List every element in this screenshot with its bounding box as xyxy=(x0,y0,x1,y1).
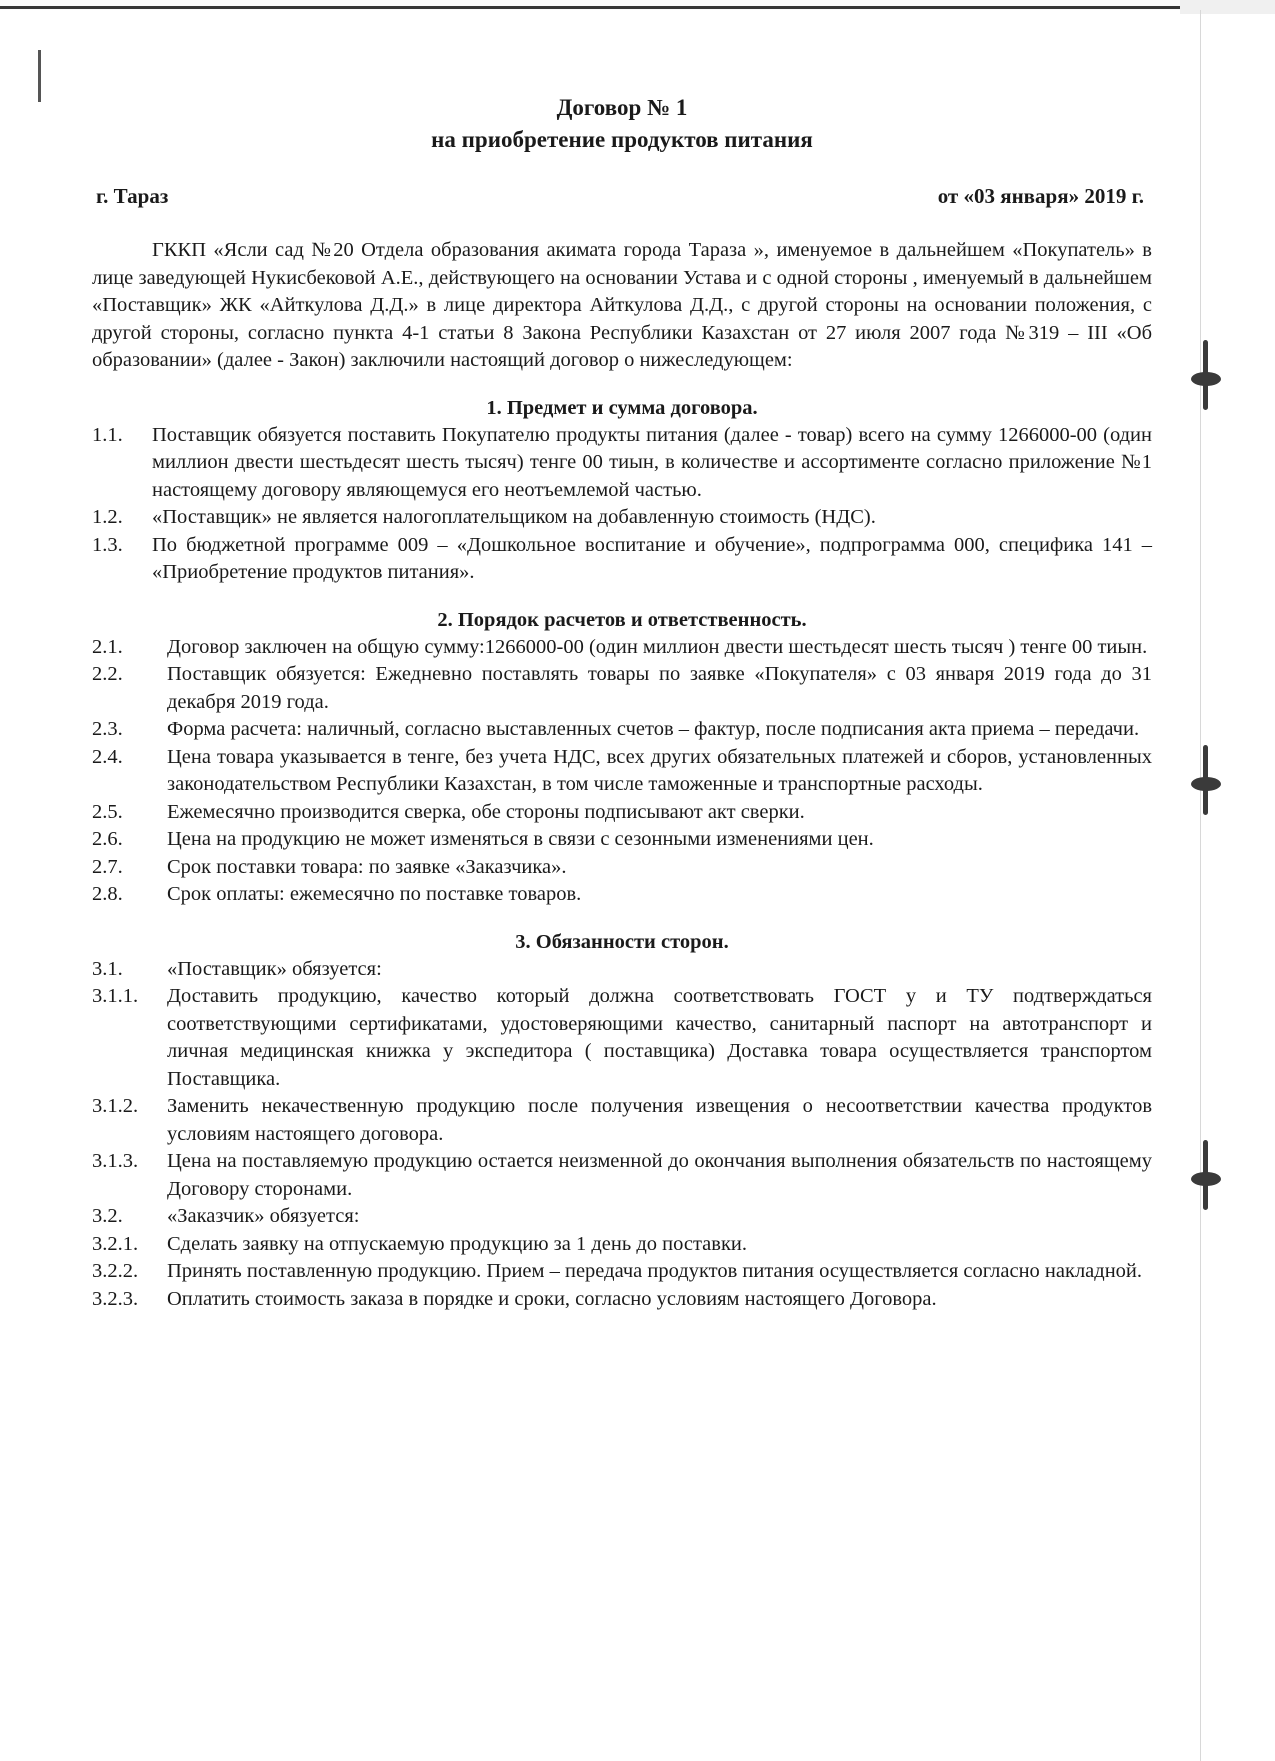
clause-number: 2.5. xyxy=(92,800,123,823)
clause-number: 3.1.3. xyxy=(92,1150,139,1172)
clause-text: Цена на поставляемую продукцию остается неизменной до окончания выполнения обязательств по настоящему Договору сторонами. xyxy=(167,1150,1152,1200)
clause xyxy=(92,1148,1152,1203)
clause xyxy=(92,983,1152,1093)
clause-text: «Поставщик» не является налогоплательщиком на добавленную стоимость (НДС). xyxy=(152,506,876,528)
clause-text: Доставить продукцию, качество который должна соответствовать ГОСТ у и ТУ подтверждаться соответствующими сертификатами, удостоверяющими качество, санитарный паспорт на автотранспорт и личная медицинская книжка у экспедитора ( поставщика) Доставка товара осуществляется транспортом Поставщика. xyxy=(167,985,1152,1090)
clause-number: 3.2.3. xyxy=(92,1287,139,1310)
scan-margin-mark xyxy=(38,50,41,102)
contract-subtitle: на приобретение продуктов питания xyxy=(431,127,813,152)
preamble: ГККП «Ясли сад №20 Отдела образования акимата города Тараза », именуемое в дальнейшем «Покупатель» в лице заведующей Нукисбековой А.Е., действующего на основании Устава и с одной стороны , именуемый в дальнейшем «Поставщик» ЖК «Айткулова Д.Д.» в лице директора Айткулова Д.Д., с другой стороны на основании положения, с другой стороны, согласно пункта 4-1 статьи 8 Закона Республики Казахстан от 27 июля 2007 года №319 – III «Об образовании» (далее - Закон) заключили настоящий договор о нижеследующем: xyxy=(92,239,1152,371)
clause-number: 2.8. xyxy=(92,883,123,905)
clause-number: 2.4. xyxy=(92,745,123,768)
clause-number: 1.2. xyxy=(92,506,123,528)
clause-text: Ежемесячно производится сверка, обе стороны подписывают акт сверки. xyxy=(167,800,805,823)
clause-text: «Заказчик» обязуется: xyxy=(167,1205,360,1227)
section-heading: 3. Обязанности сторон. xyxy=(515,930,729,953)
section-3 xyxy=(92,931,1152,1314)
section-heading: 2. Порядок расчетов и ответственность. xyxy=(437,608,807,631)
clause-number: 1.3. xyxy=(92,533,123,556)
clause-text: Цена на продукцию не может изменяться в связи с сезонными изменениями цен. xyxy=(167,828,874,850)
clause-number: 2.3. xyxy=(92,718,123,740)
place-date-line xyxy=(92,184,1152,209)
clause-number: 3.2. xyxy=(92,1205,123,1227)
clause xyxy=(92,716,1152,744)
clause-number: 2.6. xyxy=(92,828,123,850)
clause-text: Форма расчета: наличный, согласно выставленных счетов – фактур, после подписания акта приема – передачи. xyxy=(167,718,1140,740)
clause-text: Заменить некачественную продукцию после получения извещения о несоответствии качества продуктов условиям настоящего договора. xyxy=(167,1095,1152,1145)
clause-text: Оплатить стоимость заказа в порядке и сроки, согласно условиям настоящего Договора. xyxy=(167,1287,937,1310)
clause-text: Цена товара указывается в тенге, без учета НДС, всех других обязательных платежей и сборов, установленных законодательством Республики Казахстан, в том числе таможенные и транспортные расходы. xyxy=(167,745,1152,795)
clause xyxy=(92,799,1152,827)
clause xyxy=(92,1093,1152,1148)
clause xyxy=(92,422,1152,505)
binding-mark xyxy=(1185,340,1225,410)
clause xyxy=(92,661,1152,716)
section-1 xyxy=(92,397,1152,587)
scan-top-edge xyxy=(0,6,1200,9)
clause xyxy=(92,1231,1152,1259)
contract-page xyxy=(92,92,1152,1313)
scan-right-edge xyxy=(1200,10,1201,1761)
clause-text: Принять поставленную продукцию. Прием – передача продуктов питания осуществляется согласно накладной. xyxy=(167,1260,1143,1282)
clause-number: 3.1. xyxy=(92,957,123,980)
clause-text: Срок поставки товара: по заявке «Заказчика». xyxy=(167,855,567,878)
contract-date: от «03 января» 2019 г. xyxy=(937,184,1144,208)
clause-number: 1.1. xyxy=(92,423,123,446)
clause xyxy=(92,956,1152,984)
clause xyxy=(92,634,1152,662)
clause xyxy=(92,826,1152,854)
clause xyxy=(92,854,1152,882)
clause xyxy=(92,1203,1152,1231)
clause-text: Договор заключен на общую сумму:1266000-00 (один миллион двести шестьдесят шесть тысяч ) тенге 00 тиын. xyxy=(167,635,1148,658)
binding-mark xyxy=(1185,1140,1225,1210)
clause-text: Срок оплаты: ежемесячно по поставке товаров. xyxy=(167,883,582,905)
binding-mark xyxy=(1185,745,1225,815)
sections xyxy=(92,397,1152,1314)
clause xyxy=(92,1258,1152,1286)
clause xyxy=(92,881,1152,909)
clause xyxy=(92,504,1152,532)
clause-number: 3.1.2. xyxy=(92,1095,139,1117)
clause-number: 2.7. xyxy=(92,855,123,878)
clause-number: 2.2. xyxy=(92,663,123,685)
contract-title: Договор № 1 xyxy=(556,95,688,120)
clause-text: Сделать заявку на отпускаемую продукцию за 1 день до поставки. xyxy=(167,1232,747,1255)
clause-text: «Поставщик» обязуется: xyxy=(167,957,382,980)
clause-text: По бюджетной программе 009 – «Дошкольное воспитание и обучение», подпрограмма 000, специфика 141 – «Приобретение продуктов питания». xyxy=(152,533,1152,583)
clause-text: Поставщик обязуется поставить Покупателю продукты питания (далее - товар) всего на сумму 1266000-00 (один миллион двести шестьдесят шесть тысяч) тенге 00 тиын, в количестве и ассортименте согласно приложение №1 настоящему договору являющемуся его неотъемлемой частью. xyxy=(152,423,1152,501)
clause-number: 3.2.1. xyxy=(92,1232,139,1255)
scan-corner xyxy=(1180,0,1275,14)
section-2 xyxy=(92,609,1152,909)
clause-text: Поставщик обязуется: Ежедневно поставлять товары по заявке «Покупателя» с 03 января 2019 года до 31 декабря 2019 года. xyxy=(167,663,1152,713)
clause-number: 3.2.2. xyxy=(92,1260,139,1282)
clause xyxy=(92,1286,1152,1314)
city: г. Тараз xyxy=(96,184,169,208)
clause xyxy=(92,744,1152,799)
section-heading: 1. Предмет и сумма договора. xyxy=(486,396,758,419)
clause-number: 3.1.1. xyxy=(92,985,139,1007)
clause-number: 2.1. xyxy=(92,635,123,658)
clause xyxy=(92,532,1152,587)
